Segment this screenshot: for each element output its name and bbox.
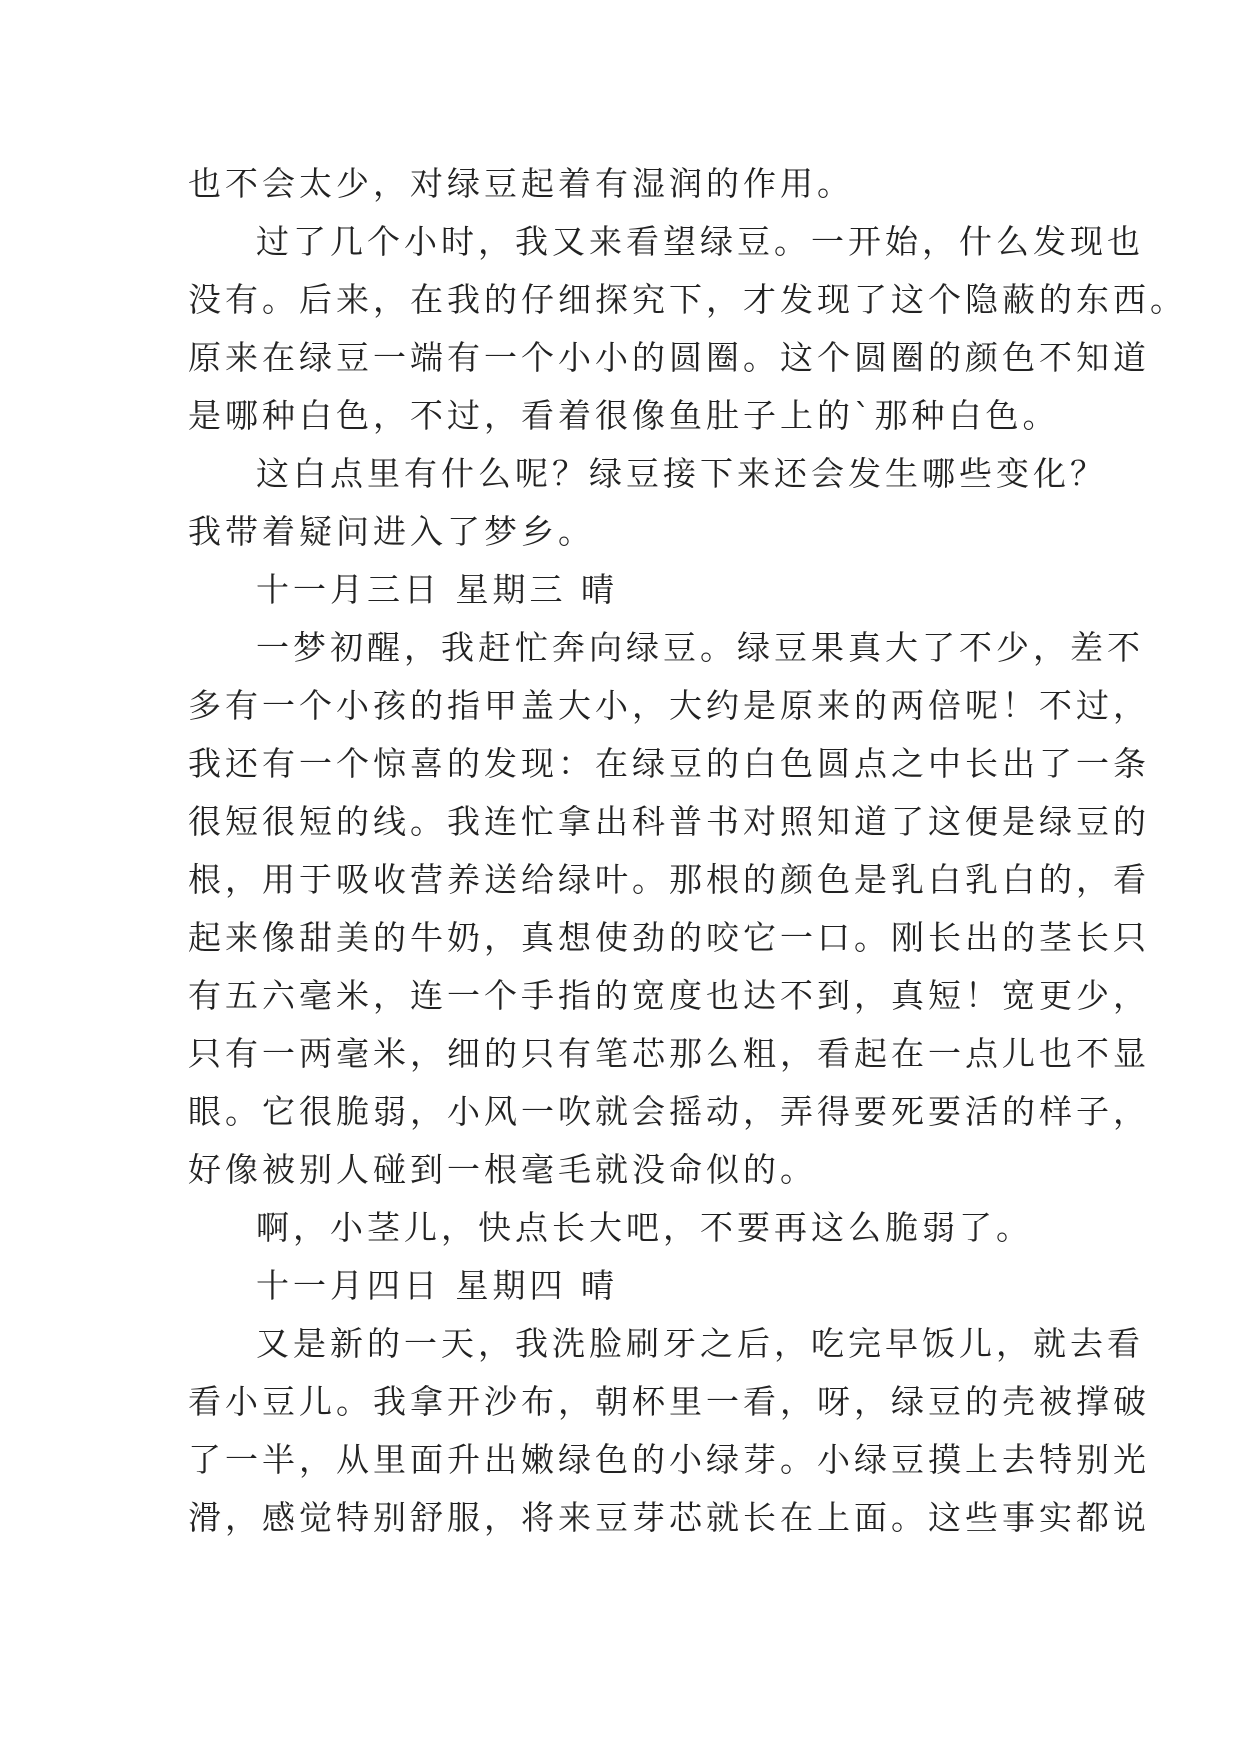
text-line: 我还有一个惊喜的发现：在绿豆的白色圆点之中长出了一条 — [188, 744, 1150, 783]
text-line: 啊，小茎儿，快点长大吧，不要再这么脆弱了。 — [256, 1208, 1033, 1247]
text-line: 又是新的一天，我洗脸刷牙之后，吃完早饭儿，就去看 — [256, 1324, 1144, 1363]
text-line: 眼。它很脆弱，小风一吹就会摇动，弄得要死要活的样子， — [188, 1092, 1150, 1131]
text-line: 也不会太少，对绿豆起着有湿润的作用。 — [188, 164, 854, 203]
text-line: 这白点里有什么呢？绿豆接下来还会发生哪些变化？ — [256, 454, 1107, 493]
text-line: 一梦初醒，我赶忙奔向绿豆。绿豆果真大了不少，差不 — [256, 628, 1144, 667]
date-heading: 十一月三日 星期三 晴 — [256, 570, 618, 609]
text-line: 很短很短的线。我连忙拿出科普书对照知道了这便是绿豆的 — [188, 802, 1150, 841]
text-line: 滑，感觉特别舒服，将来豆芽芯就长在上面。这些事实都说 — [188, 1498, 1150, 1537]
body-text — [188, 155, 1187, 1547]
text-line: 过了几个小时，我又来看望绿豆。一开始，什么发现也 — [256, 222, 1144, 261]
text-line: 好像被别人碰到一根毫毛就没命似的。 — [188, 1150, 817, 1189]
text-line: 看小豆儿。我拿开沙布，朝杯里一看，呀，绿豆的壳被撑破 — [188, 1382, 1150, 1421]
text-line: 我带着疑问进入了梦乡。 — [188, 512, 595, 551]
text-line: 没有。后来，在我的仔细探究下，才发现了这个隐蔽的东西。 — [188, 280, 1187, 319]
date-heading: 十一月四日 星期四 晴 — [256, 1266, 618, 1305]
text-line: 了一半，从里面升出嫩绿色的小绿芽。小绿豆摸上去特别光 — [188, 1440, 1150, 1479]
text-line: 有五六毫米，连一个手指的宽度也达不到，真短！宽更少， — [188, 976, 1150, 1015]
text-line: 是哪种白色，不过，看着很像鱼肚子上的`那种白色。 — [188, 396, 1060, 435]
text-line: 起来像甜美的牛奶，真想使劲的咬它一口。刚长出的茎长只 — [188, 918, 1150, 957]
text-line: 多有一个小孩的指甲盖大小，大约是原来的两倍呢！不过， — [188, 686, 1150, 725]
text-line: 原来在绿豆一端有一个小小的圆圈。这个圆圈的颜色不知道 — [188, 338, 1150, 377]
text-line: 只有一两毫米，细的只有笔芯那么粗，看起在一点儿也不显 — [188, 1034, 1150, 1073]
text-line: 根，用于吸收营养送给绿叶。那根的颜色是乳白乳白的，看 — [188, 860, 1150, 899]
